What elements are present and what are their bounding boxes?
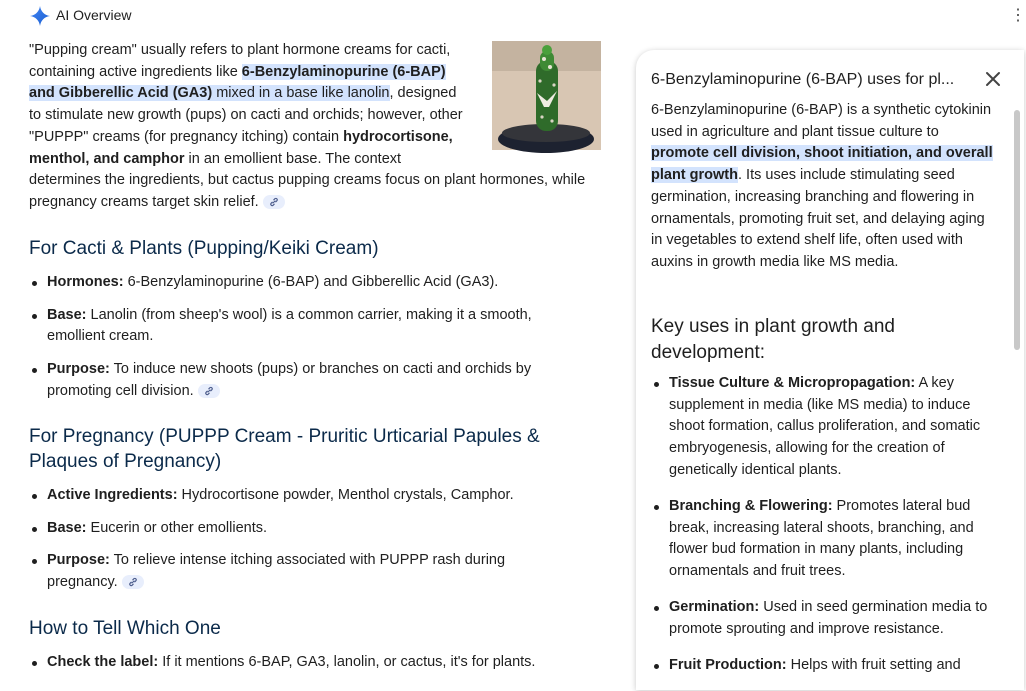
list-item-label: Base: xyxy=(47,306,87,323)
citation-link-button[interactable] xyxy=(122,575,144,589)
list-item-text: To relieve intense itching associated with PUPPP rash during pregnancy. xyxy=(47,552,506,591)
list-item xyxy=(29,652,569,674)
panel-text-b: . Its uses include stimulating seed germination, increasing branching and flowering in ornamentals, promoting fruit set, and delaying aging in vegetables to extend shelf life, often used with auxins in growth media like MS media. xyxy=(651,167,985,270)
list-item-text: Promotes lateral bud break, increasing lateral shoots, branching, and flower bud formation in many plants, including ornamentals and fruit trees. xyxy=(669,498,974,580)
list-item xyxy=(651,373,999,482)
intro-text-c: in an emollient base. The context xyxy=(184,150,402,167)
list-item xyxy=(29,305,569,348)
list-item-label: Germination: xyxy=(669,599,760,616)
ai-overview-title: AI Overview xyxy=(56,7,132,23)
more-vert-icon[interactable]: ⋮ xyxy=(1010,7,1026,24)
list-item xyxy=(651,496,999,583)
list-item xyxy=(29,550,569,593)
list-item-text: To induce new shoots (pups) or branches on cacti and orchids by promoting cell division. xyxy=(47,361,532,399)
list-item-label: Purpose: xyxy=(47,552,110,569)
intro-bold: hydrocortisone, menthol, and camphor xyxy=(29,128,453,167)
intro-text-b: , designed to stimulate new growth (pups) on cacti and orchids; however, other "PUPPP" creams (for pregnancy itching) contain xyxy=(29,85,463,145)
source-side-panel xyxy=(636,50,1024,690)
list-item xyxy=(29,272,569,294)
list-item-text: Eucerin or other emollients. xyxy=(86,519,268,536)
list-item-text: 6-Benzylaminopurine (6-BAP) and Gibberellic Acid (GA3). xyxy=(123,274,499,290)
list-item-label: Check the label: xyxy=(47,654,159,670)
close-icon[interactable] xyxy=(984,70,1002,88)
intro-highlight-2[interactable]: mixed in a base like lanolin xyxy=(212,85,390,102)
list-item-text: Hydrocortisone powder, Menthol crystals, Camphor. xyxy=(177,487,514,503)
list-item-text: A key supplement in media (like MS media) to induce shoot formation, callus proliferation, and somatic embryogenesis, allowing for the creation of genetically identical plants. xyxy=(669,375,981,478)
ai-overview-header xyxy=(0,0,1024,32)
pregnancy-list xyxy=(29,485,569,605)
citation-link-button[interactable] xyxy=(263,195,285,209)
panel-scrollbar[interactable] xyxy=(1014,110,1020,350)
list-item-label: Tissue Culture & Micropropagation: xyxy=(669,375,916,391)
list-item-text: Helps with fruit setting and xyxy=(786,657,961,674)
list-item-label: Hormones: xyxy=(47,274,124,290)
list-item xyxy=(651,655,999,677)
citation-link-button[interactable] xyxy=(198,384,220,398)
panel-text-a: 6-Benzylaminopurine (6-BAP) is a synthetic cytokinin used in agriculture and plant tissue culture to xyxy=(651,102,992,140)
panel-list xyxy=(651,373,999,691)
intro-text-d: determines the ingredients, but cactus pupping creams focus on plant hormones, while pregnancy creams target skin relief. xyxy=(29,172,586,210)
list-item xyxy=(29,485,569,507)
panel-summary xyxy=(651,100,999,274)
plants-list xyxy=(29,272,569,414)
list-item xyxy=(29,359,569,402)
intro-text-a: "Pupping cream" usually refers to plant hormone creams for cacti, containing active ingredients like xyxy=(29,42,451,80)
list-item-text: Used in seed germination media to promote sprouting and improve resistance. xyxy=(669,599,988,638)
cactus-thumbnail-image[interactable] xyxy=(492,41,601,150)
link-icon xyxy=(204,386,214,396)
section-heading-plants: For Cacti & Plants (Pupping/Keiki Cream) xyxy=(29,238,379,259)
panel-highlight[interactable]: promote cell division, shoot initiation, and overall plant growth xyxy=(651,145,993,184)
list-item-text: If it mentions 6-BAP, GA3, lanolin, or cactus, it's for plants. xyxy=(158,654,536,670)
panel-title: 6-Benzylaminopurine (6-BAP) uses for pl... xyxy=(651,71,955,88)
tell-list xyxy=(29,652,569,685)
intro-paragraph-cont xyxy=(29,170,609,213)
section-heading-pregnancy: For Pregnancy (PUPPP Cream - Pruritic Urticarial Papules & Plaques of Pregnancy) xyxy=(29,426,540,472)
list-item-label: Fruit Production: xyxy=(669,657,787,674)
intro-paragraph xyxy=(29,40,469,170)
gemini-spark-icon xyxy=(30,6,50,26)
list-item-label: Purpose: xyxy=(47,361,110,378)
list-item-label: Active Ingredients: xyxy=(47,487,178,503)
intro-highlight[interactable]: 6-Benzylaminopurine (6-BAP) and Gibberellic Acid (GA3) xyxy=(29,63,446,102)
panel-heading: Key uses in plant growth and development: xyxy=(651,316,895,363)
scroll-up-arrow-icon[interactable] xyxy=(1014,100,1020,106)
list-item xyxy=(29,518,569,540)
list-item-text: Lanolin (from sheep's wool) is a common carrier, making it a smooth, emollient cream. xyxy=(47,306,532,345)
list-item-label: Branching & Flowering: xyxy=(669,498,833,515)
section-heading-tell: How to Tell Which One xyxy=(29,618,221,639)
list-item xyxy=(651,597,999,640)
link-icon xyxy=(269,197,279,207)
link-icon xyxy=(128,577,138,587)
list-item-label: Base: xyxy=(47,519,87,536)
